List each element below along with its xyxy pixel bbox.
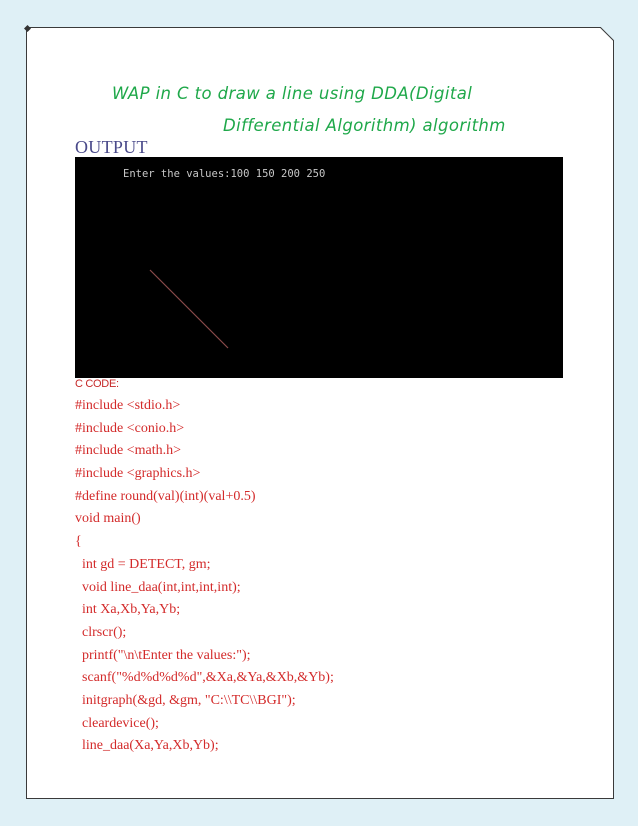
code-line: initgraph(&gd, &gm, "C:\\TC\\BGI");	[75, 692, 296, 708]
code-listing	[75, 395, 334, 758]
c-code-label: C CODE:	[75, 378, 119, 390]
code-line: #include <graphics.h>	[75, 466, 201, 482]
title-line-1: WAP in C to draw a line using DDA(Digital	[112, 84, 473, 103]
code-line: printf("\n\tEnter the values:");	[75, 647, 251, 663]
page-corner-fold-line	[600, 27, 614, 41]
code-line: clrscr();	[75, 624, 127, 640]
code-line: #include <conio.h>	[75, 420, 185, 436]
code-line: #include <stdio.h>	[75, 398, 181, 413]
code-line: line_daa(Xa,Ya,Xb,Yb);	[75, 738, 219, 754]
code-line: #define round(val)(int)(val+0.5)	[75, 488, 256, 504]
dda-line-drawing	[75, 157, 563, 378]
code-line: cleardevice();	[75, 715, 159, 731]
title-line-2: Differential Algorithm) algorithm	[223, 116, 506, 135]
code-line: scanf("%d%d%d%d",&Xa,&Ya,&Xb,&Yb);	[75, 670, 334, 686]
code-line: {	[75, 534, 82, 550]
code-line: void main()	[75, 511, 141, 527]
code-line: #include <math.h>	[75, 443, 181, 459]
output-heading: OUTPUT	[75, 137, 148, 157]
code-line: int gd = DETECT, gm;	[75, 556, 211, 572]
code-line: int Xa,Xb,Ya,Yb;	[75, 602, 181, 618]
console-prompt-text: Enter the values:100 150 200 250	[123, 168, 326, 180]
code-line: void line_daa(int,int,int,int);	[75, 579, 241, 595]
dda-line	[150, 270, 228, 348]
console-output-screenshot	[75, 157, 563, 378]
bookmark-icon	[24, 25, 31, 32]
